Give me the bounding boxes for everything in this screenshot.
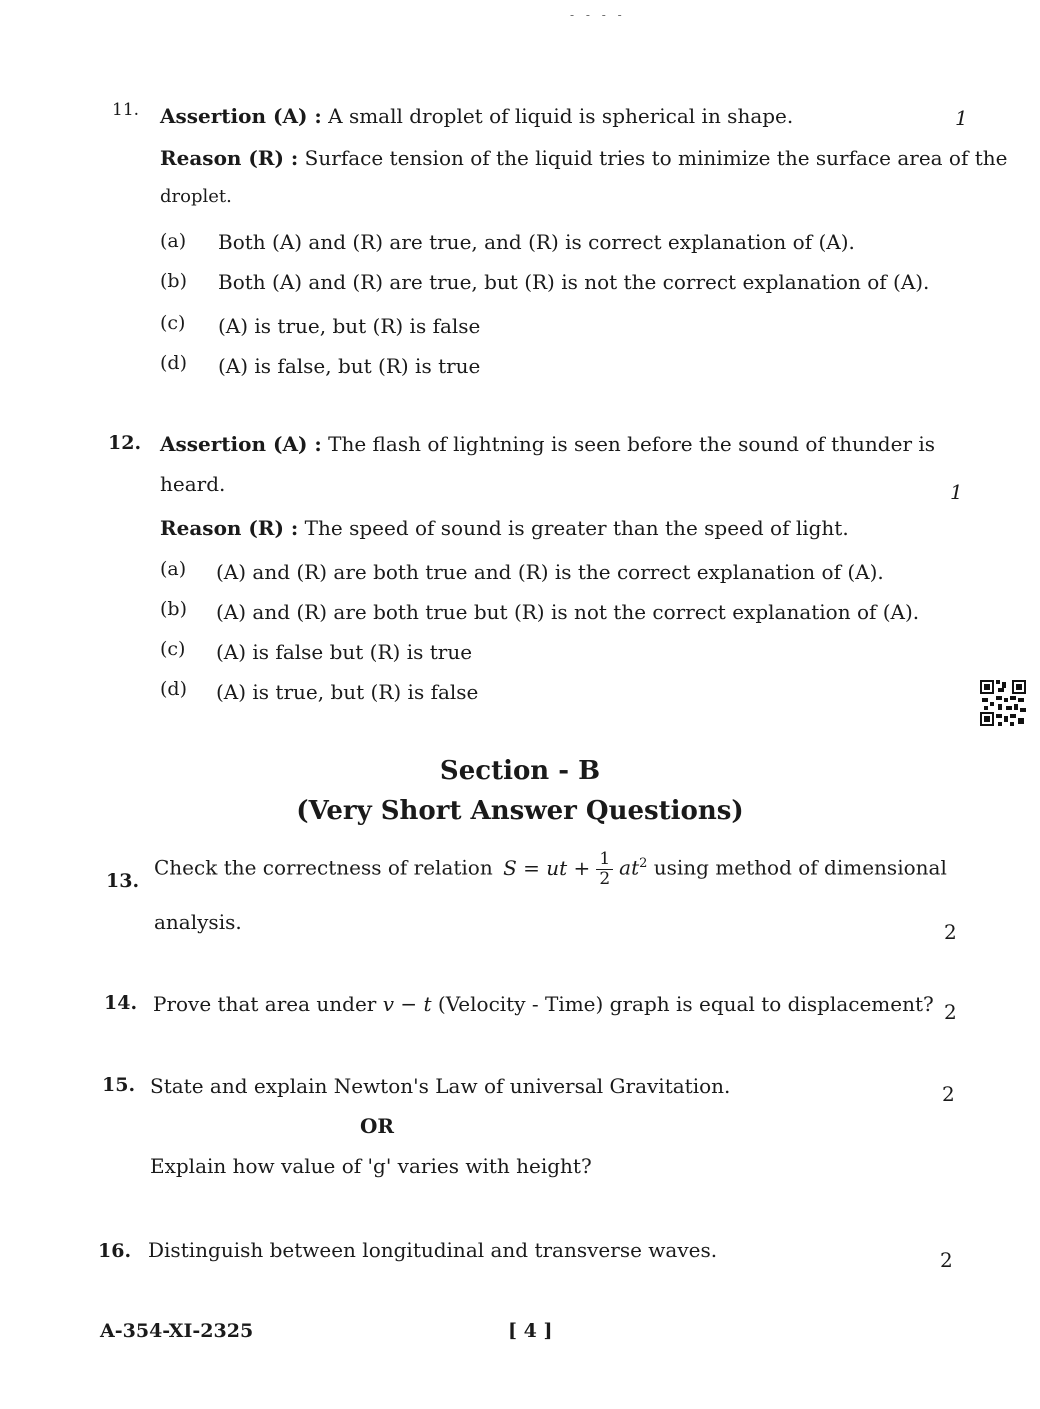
q11-option-a-label: (a): [160, 230, 187, 252]
q16-text: Distinguish between longitudinal and transverse waves.: [148, 1238, 718, 1262]
q13-exponent: 2: [639, 856, 648, 872]
header-marks: - - - -: [570, 8, 626, 22]
q14-marks: 2: [944, 1000, 957, 1024]
q11-option-b-label: (b): [160, 270, 187, 292]
q13-fraction: [596, 850, 613, 888]
q12-assertion-continued: heard.: [160, 472, 226, 496]
q11-option-b-text: Both (A) and (R) are true, but (R) is not the correct explanation of (A).: [218, 270, 930, 294]
q11-assertion: [160, 104, 793, 128]
q12-reason-text: The speed of sound is greater than the speed of light.: [304, 516, 849, 540]
q11-reason-label: Reason (R) :: [160, 146, 299, 170]
q15-text: State and explain Newton's Law of universal Gravitation.: [150, 1074, 731, 1098]
q13-number: 13.: [106, 870, 140, 892]
q15-alternative: Explain how value of 'g' varies with height?: [150, 1154, 592, 1178]
q13-continued: analysis.: [154, 910, 242, 934]
q16-number: 16.: [98, 1240, 132, 1262]
q12-option-c-label: (c): [160, 638, 186, 660]
q14-number: 14.: [104, 992, 138, 1014]
q15-number: 15.: [102, 1074, 136, 1096]
q13-marks: 2: [944, 920, 957, 944]
q13-fraction-numerator: 1: [596, 850, 613, 870]
q12-reason-label: Reason (R) :: [160, 516, 299, 540]
q12-option-d-text: (A) is true, but (R) is false: [216, 680, 479, 704]
q13-text-before: Check the correctness of relation: [154, 855, 493, 880]
q11-reason-text: Surface tension of the liquid tries to minimize the surface area of the: [304, 146, 1008, 170]
q12-assertion-label: Assertion (A) :: [160, 432, 322, 456]
q12-assertion-text: The flash of lightning is seen before the sound of thunder is: [328, 432, 936, 456]
q11-reason-continued: droplet.: [160, 186, 232, 207]
footer-paper-code: A-354-XI-2325: [100, 1320, 254, 1342]
q12-option-a-text: (A) and (R) are both true and (R) is the correct explanation of (A).: [216, 560, 884, 584]
q11-assertion-label: Assertion (A) :: [160, 104, 322, 128]
q11-option-d-text: (A) is false, but (R) is true: [218, 354, 481, 378]
section-title: Section - B: [439, 756, 601, 786]
section-subtitle: (Very Short Answer Questions): [296, 796, 744, 826]
q11-option-d-label: (d): [160, 352, 187, 374]
q14-text-before: Prove that area under: [153, 992, 377, 1016]
q12-option-b-label: (b): [160, 598, 187, 620]
q14-text: [153, 992, 934, 1016]
q13-text: [154, 850, 947, 888]
q13-term: at: [619, 855, 640, 880]
q13-fraction-denominator: 2: [599, 868, 611, 889]
q15-or: OR: [360, 1114, 395, 1138]
q11-option-a-text: Both (A) and (R) are true, and (R) is correct explanation of (A).: [218, 230, 855, 254]
q12-option-b-text: (A) and (R) are both true but (R) is not the correct explanation of (A).: [216, 600, 920, 624]
q11-option-c-label: (c): [160, 312, 186, 334]
q12-number: 12.: [108, 432, 142, 454]
footer-page-number: [ 4 ]: [508, 1320, 553, 1342]
q12-assertion: [160, 432, 935, 456]
q11-marks: 1: [955, 106, 968, 130]
q13-relation: S = ut +: [503, 855, 591, 880]
q12-option-d-label: (d): [160, 678, 187, 700]
qr-code-icon: [980, 680, 1026, 726]
q11-reason: [160, 146, 1007, 170]
q14-vt: v − t: [382, 992, 432, 1016]
q14-text-after: (Velocity - Time) graph is equal to displacement?: [437, 992, 934, 1016]
q12-reason: [160, 516, 849, 540]
q16-marks: 2: [940, 1248, 953, 1272]
q12-option-c-text: (A) is false but (R) is true: [216, 640, 473, 664]
q11-assertion-text: A small droplet of liquid is spherical in shape.: [328, 104, 794, 128]
q12-option-a-label: (a): [160, 558, 187, 580]
q13-text-after: using method of dimensional: [653, 855, 947, 880]
q11-number: 11.: [112, 100, 140, 120]
q11-option-c-text: (A) is true, but (R) is false: [218, 314, 481, 338]
q15-marks: 2: [942, 1082, 955, 1106]
q12-marks: 1: [950, 480, 963, 504]
